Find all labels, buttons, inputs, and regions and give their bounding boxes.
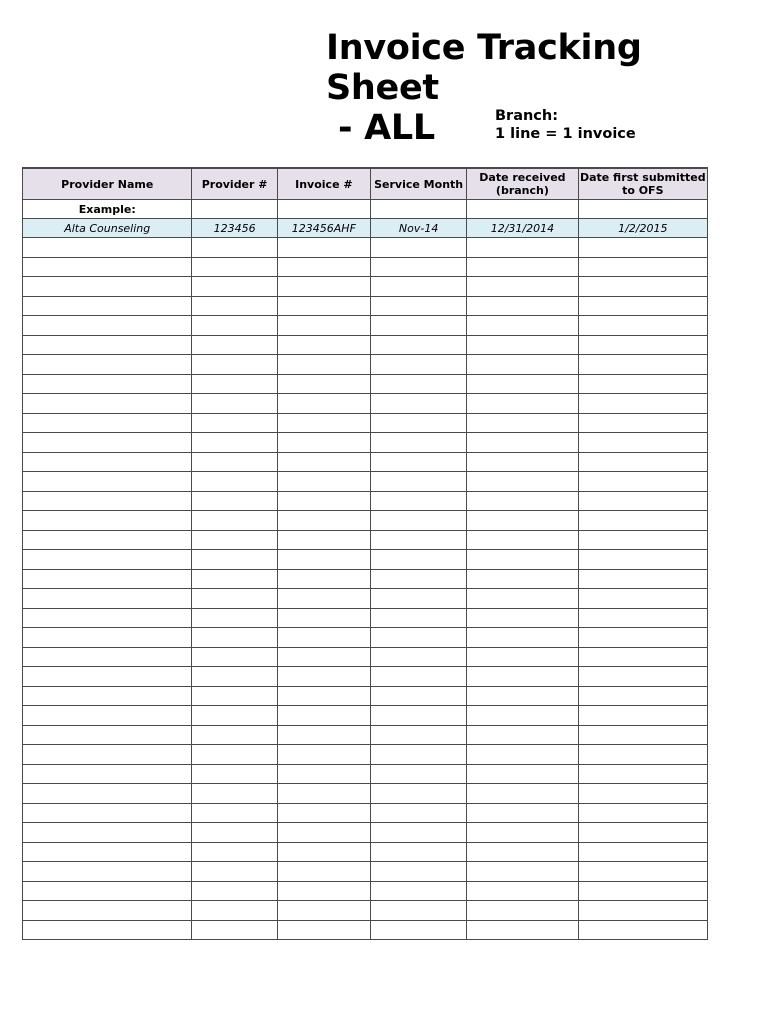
table-cell[interactable] — [277, 862, 370, 882]
table-cell[interactable] — [467, 745, 578, 765]
table-row — [23, 608, 708, 628]
table-cell[interactable] — [578, 706, 707, 726]
table-cell[interactable] — [578, 355, 707, 375]
table-cell[interactable] — [23, 706, 192, 726]
table-cell[interactable] — [192, 550, 277, 570]
table-cell[interactable] — [370, 394, 466, 414]
table-cell[interactable] — [277, 667, 370, 687]
table-row — [23, 530, 708, 550]
table-cell[interactable] — [192, 413, 277, 433]
table-cell[interactable] — [467, 257, 578, 277]
table-cell[interactable] — [23, 238, 192, 258]
table-cell[interactable] — [192, 647, 277, 667]
table-row — [23, 569, 708, 589]
table-cell[interactable] — [192, 667, 277, 687]
table-cell[interactable] — [370, 764, 466, 784]
table-cell[interactable] — [23, 589, 192, 609]
invoice-table — [22, 167, 708, 940]
table-cell[interactable] — [192, 686, 277, 706]
table-cell[interactable] — [277, 706, 370, 726]
table-cell[interactable] — [370, 725, 466, 745]
table-cell[interactable] — [23, 433, 192, 453]
table-cell[interactable] — [23, 784, 192, 804]
table-cell[interactable] — [23, 920, 192, 940]
table-cell[interactable] — [23, 355, 192, 375]
table-cell[interactable] — [192, 257, 277, 277]
table-row — [23, 647, 708, 667]
table-cell[interactable] — [277, 238, 370, 258]
table-cell[interactable] — [23, 511, 192, 531]
table-cell[interactable] — [277, 608, 370, 628]
table-cell[interactable] — [277, 569, 370, 589]
table-cell[interactable] — [23, 647, 192, 667]
table-cell[interactable] — [578, 686, 707, 706]
table-row — [23, 316, 708, 336]
table-cell[interactable] — [578, 316, 707, 336]
table-cell[interactable] — [23, 394, 192, 414]
table-cell[interactable] — [370, 472, 466, 492]
table-cell[interactable] — [467, 316, 578, 336]
table-row — [23, 335, 708, 355]
table-cell[interactable] — [192, 745, 277, 765]
table-cell[interactable] — [578, 530, 707, 550]
table-cell[interactable] — [467, 589, 578, 609]
table-cell[interactable] — [578, 862, 707, 882]
table-cell[interactable] — [578, 296, 707, 316]
table-cell[interactable] — [192, 530, 277, 550]
table-cell[interactable] — [192, 842, 277, 862]
table-cell[interactable] — [277, 374, 370, 394]
table-cell[interactable] — [467, 296, 578, 316]
table-cell[interactable] — [23, 764, 192, 784]
table-row — [23, 452, 708, 472]
table-cell[interactable] — [467, 277, 578, 297]
table-cell[interactable] — [23, 374, 192, 394]
table-cell[interactable] — [467, 472, 578, 492]
table-row — [23, 472, 708, 492]
table-cell[interactable] — [277, 823, 370, 843]
table-cell[interactable] — [277, 803, 370, 823]
table-cell[interactable] — [578, 335, 707, 355]
table-row — [23, 842, 708, 862]
table-cell[interactable] — [23, 823, 192, 843]
example-row — [23, 219, 708, 238]
table-cell[interactable] — [192, 374, 277, 394]
table-cell[interactable] — [277, 316, 370, 336]
table-cell[interactable] — [277, 686, 370, 706]
col-header-date-submitted: Date first submitted to OFS — [578, 168, 707, 200]
table-cell[interactable] — [277, 628, 370, 648]
header-row — [23, 168, 708, 200]
col-header-date-received: Date received (branch) — [467, 168, 578, 200]
table-cell[interactable] — [578, 667, 707, 687]
table-cell[interactable] — [370, 433, 466, 453]
table-cell[interactable] — [467, 901, 578, 921]
table-cell[interactable] — [23, 530, 192, 550]
table-cell[interactable] — [578, 725, 707, 745]
table-cell[interactable] — [192, 238, 277, 258]
table-cell[interactable] — [578, 452, 707, 472]
table-cell[interactable] — [578, 433, 707, 453]
table-cell[interactable] — [467, 238, 578, 258]
table-cell[interactable] — [370, 920, 466, 940]
table-cell[interactable] — [370, 608, 466, 628]
example-service-month: Nov-14 — [370, 219, 466, 238]
table-cell[interactable] — [370, 569, 466, 589]
table-cell[interactable] — [277, 433, 370, 453]
table-cell[interactable] — [578, 550, 707, 570]
example-label-row — [23, 200, 708, 219]
table-row — [23, 238, 708, 258]
table-cell[interactable] — [192, 335, 277, 355]
table-cell[interactable] — [370, 316, 466, 336]
table-row — [23, 433, 708, 453]
table-cell[interactable] — [23, 569, 192, 589]
branch-label: Branch: — [495, 108, 559, 124]
table-cell[interactable] — [192, 706, 277, 726]
table-cell[interactable] — [370, 745, 466, 765]
example-date-submitted: 1/2/2015 — [578, 219, 707, 238]
table-cell[interactable] — [467, 881, 578, 901]
example-invoice-number: 123456AHF — [277, 219, 370, 238]
table-cell[interactable] — [277, 355, 370, 375]
table-cell[interactable] — [23, 550, 192, 570]
table-cell[interactable] — [467, 530, 578, 550]
table-cell[interactable] — [23, 842, 192, 862]
table-cell[interactable] — [578, 608, 707, 628]
table-cell[interactable] — [578, 764, 707, 784]
table-cell[interactable] — [277, 472, 370, 492]
table-cell[interactable] — [578, 647, 707, 667]
table-cell[interactable] — [370, 335, 466, 355]
table-cell[interactable] — [578, 823, 707, 843]
table-cell[interactable] — [467, 413, 578, 433]
table-cell[interactable] — [370, 589, 466, 609]
table-row — [23, 296, 708, 316]
col-header-service-month: Service Month — [370, 168, 466, 200]
table-cell[interactable] — [578, 920, 707, 940]
table-row — [23, 745, 708, 765]
table-cell[interactable] — [467, 491, 578, 511]
table-cell[interactable] — [192, 881, 277, 901]
table-cell[interactable] — [23, 277, 192, 297]
table-cell[interactable] — [192, 491, 277, 511]
table-cell[interactable] — [370, 784, 466, 804]
table-cell[interactable] — [192, 920, 277, 940]
table-row — [23, 823, 708, 843]
table-cell[interactable] — [192, 589, 277, 609]
table-cell[interactable] — [23, 257, 192, 277]
table-cell[interactable] — [578, 257, 707, 277]
table-cell[interactable] — [370, 647, 466, 667]
table-cell[interactable] — [467, 433, 578, 453]
table-cell[interactable] — [370, 862, 466, 882]
table-cell[interactable] — [578, 238, 707, 258]
table-cell[interactable] — [467, 511, 578, 531]
table-cell[interactable] — [467, 452, 578, 472]
table-cell[interactable] — [23, 667, 192, 687]
table-row — [23, 550, 708, 570]
example-provider-number: 123456 — [192, 219, 277, 238]
table-cell[interactable] — [467, 608, 578, 628]
table-cell[interactable] — [370, 667, 466, 687]
table-row — [23, 667, 708, 687]
table-row — [23, 706, 708, 726]
table-cell[interactable] — [192, 296, 277, 316]
table-cell[interactable] — [370, 277, 466, 297]
table-row — [23, 920, 708, 940]
table-row — [23, 394, 708, 414]
table-cell[interactable] — [192, 316, 277, 336]
table-cell[interactable] — [23, 803, 192, 823]
table-row — [23, 803, 708, 823]
table-cell[interactable] — [277, 842, 370, 862]
table-cell[interactable] — [578, 628, 707, 648]
table-cell[interactable] — [467, 667, 578, 687]
table-cell[interactable] — [467, 784, 578, 804]
table-cell[interactable] — [467, 628, 578, 648]
table-cell[interactable] — [277, 725, 370, 745]
title-line-1: Invoice Tracking Sheet — [326, 28, 642, 108]
col-header-provider-name: Provider Name — [23, 168, 192, 200]
table-cell[interactable] — [192, 784, 277, 804]
table-cell[interactable] — [192, 472, 277, 492]
table-cell[interactable] — [467, 394, 578, 414]
table-cell[interactable] — [277, 589, 370, 609]
table-cell[interactable] — [578, 472, 707, 492]
table-cell[interactable] — [370, 530, 466, 550]
table-cell[interactable] — [23, 745, 192, 765]
table-cell[interactable] — [192, 355, 277, 375]
table-cell[interactable] — [370, 257, 466, 277]
table-row — [23, 277, 708, 297]
table-cell[interactable] — [277, 335, 370, 355]
table-cell[interactable] — [23, 608, 192, 628]
table-cell[interactable] — [192, 277, 277, 297]
table-cell[interactable] — [370, 374, 466, 394]
table-cell[interactable] — [467, 706, 578, 726]
table-cell[interactable] — [467, 725, 578, 745]
example-label: Example: — [23, 200, 192, 219]
table-cell[interactable] — [370, 238, 466, 258]
table-cell[interactable] — [192, 764, 277, 784]
table-cell[interactable] — [467, 550, 578, 570]
table-cell[interactable] — [467, 569, 578, 589]
table-cell[interactable] — [370, 511, 466, 531]
meta-block — [495, 107, 636, 143]
table-cell[interactable] — [23, 491, 192, 511]
table-cell[interactable] — [23, 881, 192, 901]
table-cell[interactable] — [277, 530, 370, 550]
table-cell[interactable] — [578, 881, 707, 901]
table-cell[interactable] — [467, 920, 578, 940]
table-cell[interactable] — [192, 823, 277, 843]
table-cell[interactable] — [192, 608, 277, 628]
table-cell[interactable] — [578, 394, 707, 414]
table-row — [23, 257, 708, 277]
table-cell[interactable] — [370, 200, 466, 219]
table-cell[interactable] — [277, 881, 370, 901]
table-cell[interactable] — [370, 842, 466, 862]
table-cell[interactable] — [192, 200, 277, 219]
table-row — [23, 374, 708, 394]
table-cell[interactable] — [370, 452, 466, 472]
table-cell[interactable] — [277, 413, 370, 433]
table-row — [23, 862, 708, 882]
table-row — [23, 413, 708, 433]
table-cell[interactable] — [23, 413, 192, 433]
table-cell[interactable] — [370, 491, 466, 511]
table-cell[interactable] — [23, 296, 192, 316]
table-cell[interactable] — [277, 647, 370, 667]
table-cell[interactable] — [578, 491, 707, 511]
table-cell[interactable] — [370, 413, 466, 433]
table-cell[interactable] — [370, 901, 466, 921]
table-cell[interactable] — [277, 764, 370, 784]
table-cell[interactable] — [467, 764, 578, 784]
table-row — [23, 589, 708, 609]
table-cell[interactable] — [192, 803, 277, 823]
table-cell[interactable] — [370, 628, 466, 648]
table-cell[interactable] — [192, 569, 277, 589]
table-cell[interactable] — [370, 686, 466, 706]
table-cell[interactable] — [192, 862, 277, 882]
table-cell[interactable] — [277, 277, 370, 297]
table-cell[interactable] — [277, 491, 370, 511]
table-cell[interactable] — [370, 296, 466, 316]
table-cell[interactable] — [578, 413, 707, 433]
table-cell[interactable] — [467, 335, 578, 355]
table-cell[interactable] — [192, 452, 277, 472]
table-row — [23, 881, 708, 901]
table-cell[interactable] — [467, 803, 578, 823]
col-header-provider-number: Provider # — [192, 168, 277, 200]
table-cell[interactable] — [23, 901, 192, 921]
table-row — [23, 901, 708, 921]
table-cell[interactable] — [277, 257, 370, 277]
table-cell[interactable] — [578, 569, 707, 589]
table-cell[interactable] — [578, 784, 707, 804]
table-cell[interactable] — [23, 335, 192, 355]
table-row — [23, 686, 708, 706]
table-cell[interactable] — [23, 472, 192, 492]
table-cell[interactable] — [277, 901, 370, 921]
table-cell[interactable] — [192, 511, 277, 531]
table-cell[interactable] — [277, 452, 370, 472]
table-cell[interactable] — [370, 706, 466, 726]
table-cell[interactable] — [277, 394, 370, 414]
table-row — [23, 725, 708, 745]
table-cell[interactable] — [277, 511, 370, 531]
table-cell[interactable] — [23, 628, 192, 648]
table-cell[interactable] — [578, 589, 707, 609]
table-row — [23, 355, 708, 375]
table-cell[interactable] — [467, 862, 578, 882]
table-cell[interactable] — [192, 628, 277, 648]
table-cell[interactable] — [277, 745, 370, 765]
table-cell[interactable] — [578, 745, 707, 765]
table-cell[interactable] — [192, 394, 277, 414]
table-cell[interactable] — [467, 823, 578, 843]
example-provider-name: Alta Counseling — [23, 219, 192, 238]
table-cell[interactable] — [467, 686, 578, 706]
table-cell[interactable] — [23, 686, 192, 706]
table-cell[interactable] — [370, 823, 466, 843]
table-cell[interactable] — [192, 433, 277, 453]
table-cell[interactable] — [192, 725, 277, 745]
table-cell[interactable] — [578, 511, 707, 531]
table-cell[interactable] — [578, 374, 707, 394]
table-cell[interactable] — [370, 881, 466, 901]
col-header-invoice-number: Invoice # — [277, 168, 370, 200]
table-cell[interactable] — [467, 200, 578, 219]
table-cell[interactable] — [277, 784, 370, 804]
table-row — [23, 511, 708, 531]
table-cell[interactable] — [467, 647, 578, 667]
table-cell[interactable] — [23, 862, 192, 882]
table-cell[interactable] — [578, 277, 707, 297]
rule-note: 1 line = 1 invoice — [495, 126, 636, 142]
table-row — [23, 628, 708, 648]
table-cell[interactable] — [192, 901, 277, 921]
table-cell[interactable] — [467, 355, 578, 375]
table-cell[interactable] — [277, 296, 370, 316]
table-cell[interactable] — [277, 920, 370, 940]
table-cell[interactable] — [277, 200, 370, 219]
table-row — [23, 491, 708, 511]
table-row — [23, 764, 708, 784]
table-cell[interactable] — [23, 316, 192, 336]
table-cell[interactable] — [370, 803, 466, 823]
table-row — [23, 784, 708, 804]
table-cell[interactable] — [23, 452, 192, 472]
table-cell[interactable] — [370, 550, 466, 570]
table-cell[interactable] — [467, 842, 578, 862]
table-cell[interactable] — [467, 374, 578, 394]
table-cell[interactable] — [578, 803, 707, 823]
table-cell[interactable] — [23, 725, 192, 745]
table-cell[interactable] — [277, 550, 370, 570]
title-line-2: - ALL — [338, 108, 435, 148]
table-cell[interactable] — [578, 200, 707, 219]
example-date-received: 12/31/2014 — [467, 219, 578, 238]
table-cell[interactable] — [578, 901, 707, 921]
table-cell[interactable] — [370, 355, 466, 375]
table-cell[interactable] — [578, 842, 707, 862]
